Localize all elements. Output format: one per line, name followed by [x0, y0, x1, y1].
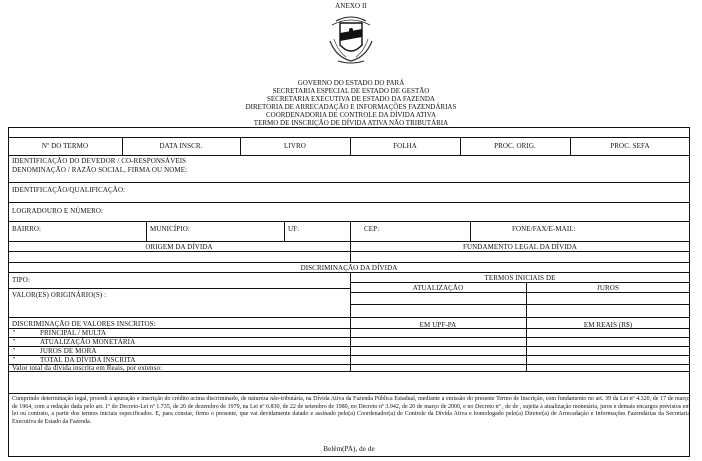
interest-label: JUROS — [597, 284, 619, 292]
header-line-5: COORDENADORIA DE CONTROLE DA DÍVIDA ATIVA — [265, 111, 436, 119]
street-label: LOGRADOURO E NÚMERO: — [12, 207, 104, 215]
district-label: BAIRRO: — [12, 225, 42, 233]
col-page: FOLHA — [393, 142, 417, 150]
closing-paragraph: Cumprindo determinação legal, procedi à apuração e inscrição do crédito acima discriminado, de natureza não-tributária, na Dívida Ativa da Fazenda Pública Estadual, mediante a emissão do presente Termo de Inscrição, com fundamento no art. 39 da Lei nº 4.320, de 17 de março de 1964, com a redação dada pelo art. 1º do Decreto-Lei nº 1.735, de 20 de dezembro de 1979, na Lei nº 6.830, de 22 de setembro de 1980, no Decreto nº 3.942, de 20 de março de 2000, e no Decreto nº , de de , sujeita à atualização monetária, juros e demais encargos previstos em lei ou contrato, a partir dos termos iniciais especificados. E, para constar, firmo o presente, que vai devidamente datado e assinado pelo(a) Coordenador(a) de Controle da Dívida Ativa e homologado pelo(a) Diretor(a) de Arrecadação e Informações Fazendárias da Secretaria Executiva de Estado da Fazenda. — [12, 396, 690, 425]
form-title: TERMO DE INSCRIÇÃO DE DÍVIDA ATIVA NÃO TRIBUTÁRIA — [253, 119, 449, 127]
header-line-2: SECRETARIA ESPECIAL DE ESTADO DE GESTÃO — [272, 87, 430, 95]
bullet: • — [13, 356, 16, 362]
col-upf: EM UPF-PA — [419, 321, 457, 329]
original-values-label: VALOR(ES) ORIGINÁRIO(S) : — [12, 291, 107, 299]
update-label: ATUALIZAÇÃO — [412, 284, 464, 292]
written-total-label: Valor total da dívida inscrita em Reais, por extenso: — [12, 364, 163, 372]
col-registration-date: DATA INSCR. — [159, 142, 203, 150]
state-label: UF: — [288, 225, 300, 233]
header-line-4: DIRETORIA DE ARRECADAÇÃO E INFORMAÇÕES FAZENDÁRIAS — [245, 103, 457, 111]
debtor-name-label: DENOMINAÇÃO / RAZÃO SOCIAL, FIRMA OU NOME: — [12, 166, 188, 174]
value-item-principal: PRINCIPAL / MULTA — [40, 329, 107, 337]
col-original-process: PROC. ORIG. — [494, 142, 536, 150]
value-item-total: TOTAL DA DÍVIDA INSCRITA — [40, 356, 136, 364]
col-brl: EM REAIS (R$) — [583, 321, 633, 329]
col-book: LIVRO — [284, 142, 306, 150]
debt-origin-label: ORIGEM DA DÍVIDA — [145, 243, 213, 251]
city-label: MUNICÍPIO: — [150, 225, 190, 233]
debt-discrimination-title: DISCRIMINAÇÃO DA DÍVIDA — [300, 264, 398, 272]
header-line-3: SECRETARIA EXECUTIVA DE ESTADO DA FAZENDA — [267, 95, 435, 103]
debt-type-label: TIPO: — [12, 276, 30, 284]
bullet: • — [13, 338, 16, 344]
phone-label: FONE/FAX/E-MAIL: — [512, 225, 576, 233]
debtor-section-title: IDENTIFICAÇÃO DO DEVEDOR / CO-RESPONSÁVEIS — [12, 157, 187, 165]
place-date-line: Belém(PA), de de — [323, 445, 375, 453]
debtor-id-label: IDENTIFICAÇÃO/QUALIFICAÇÃO: — [12, 186, 126, 194]
debt-legal-basis-label: FUNDAMENTO LEGAL DA DÍVIDA — [462, 243, 577, 251]
bullet: • — [13, 347, 16, 353]
value-item-late-interest: JUROS DE MORA — [40, 347, 97, 355]
values-title: DISCRIMINAÇÃO DE VALORES INSCRITOS: — [12, 320, 156, 328]
zip-label: CEP: — [364, 225, 380, 233]
bullet: • — [13, 329, 16, 335]
state-coat-of-arms-icon — [326, 11, 376, 65]
col-sefa-process: PROC. SEFA — [610, 142, 650, 150]
col-term-number: Nº DO TERMO — [41, 142, 89, 150]
value-item-monetary-update: ATUALIZAÇÃO MONETÁRIA — [40, 338, 136, 346]
initial-terms-label: TERMOS INICIAIS DE — [484, 274, 556, 282]
header-line-1: GOVERNO DO ESTADO DO PARÁ — [297, 79, 405, 87]
annex-label: ANEXO II — [335, 2, 367, 10]
